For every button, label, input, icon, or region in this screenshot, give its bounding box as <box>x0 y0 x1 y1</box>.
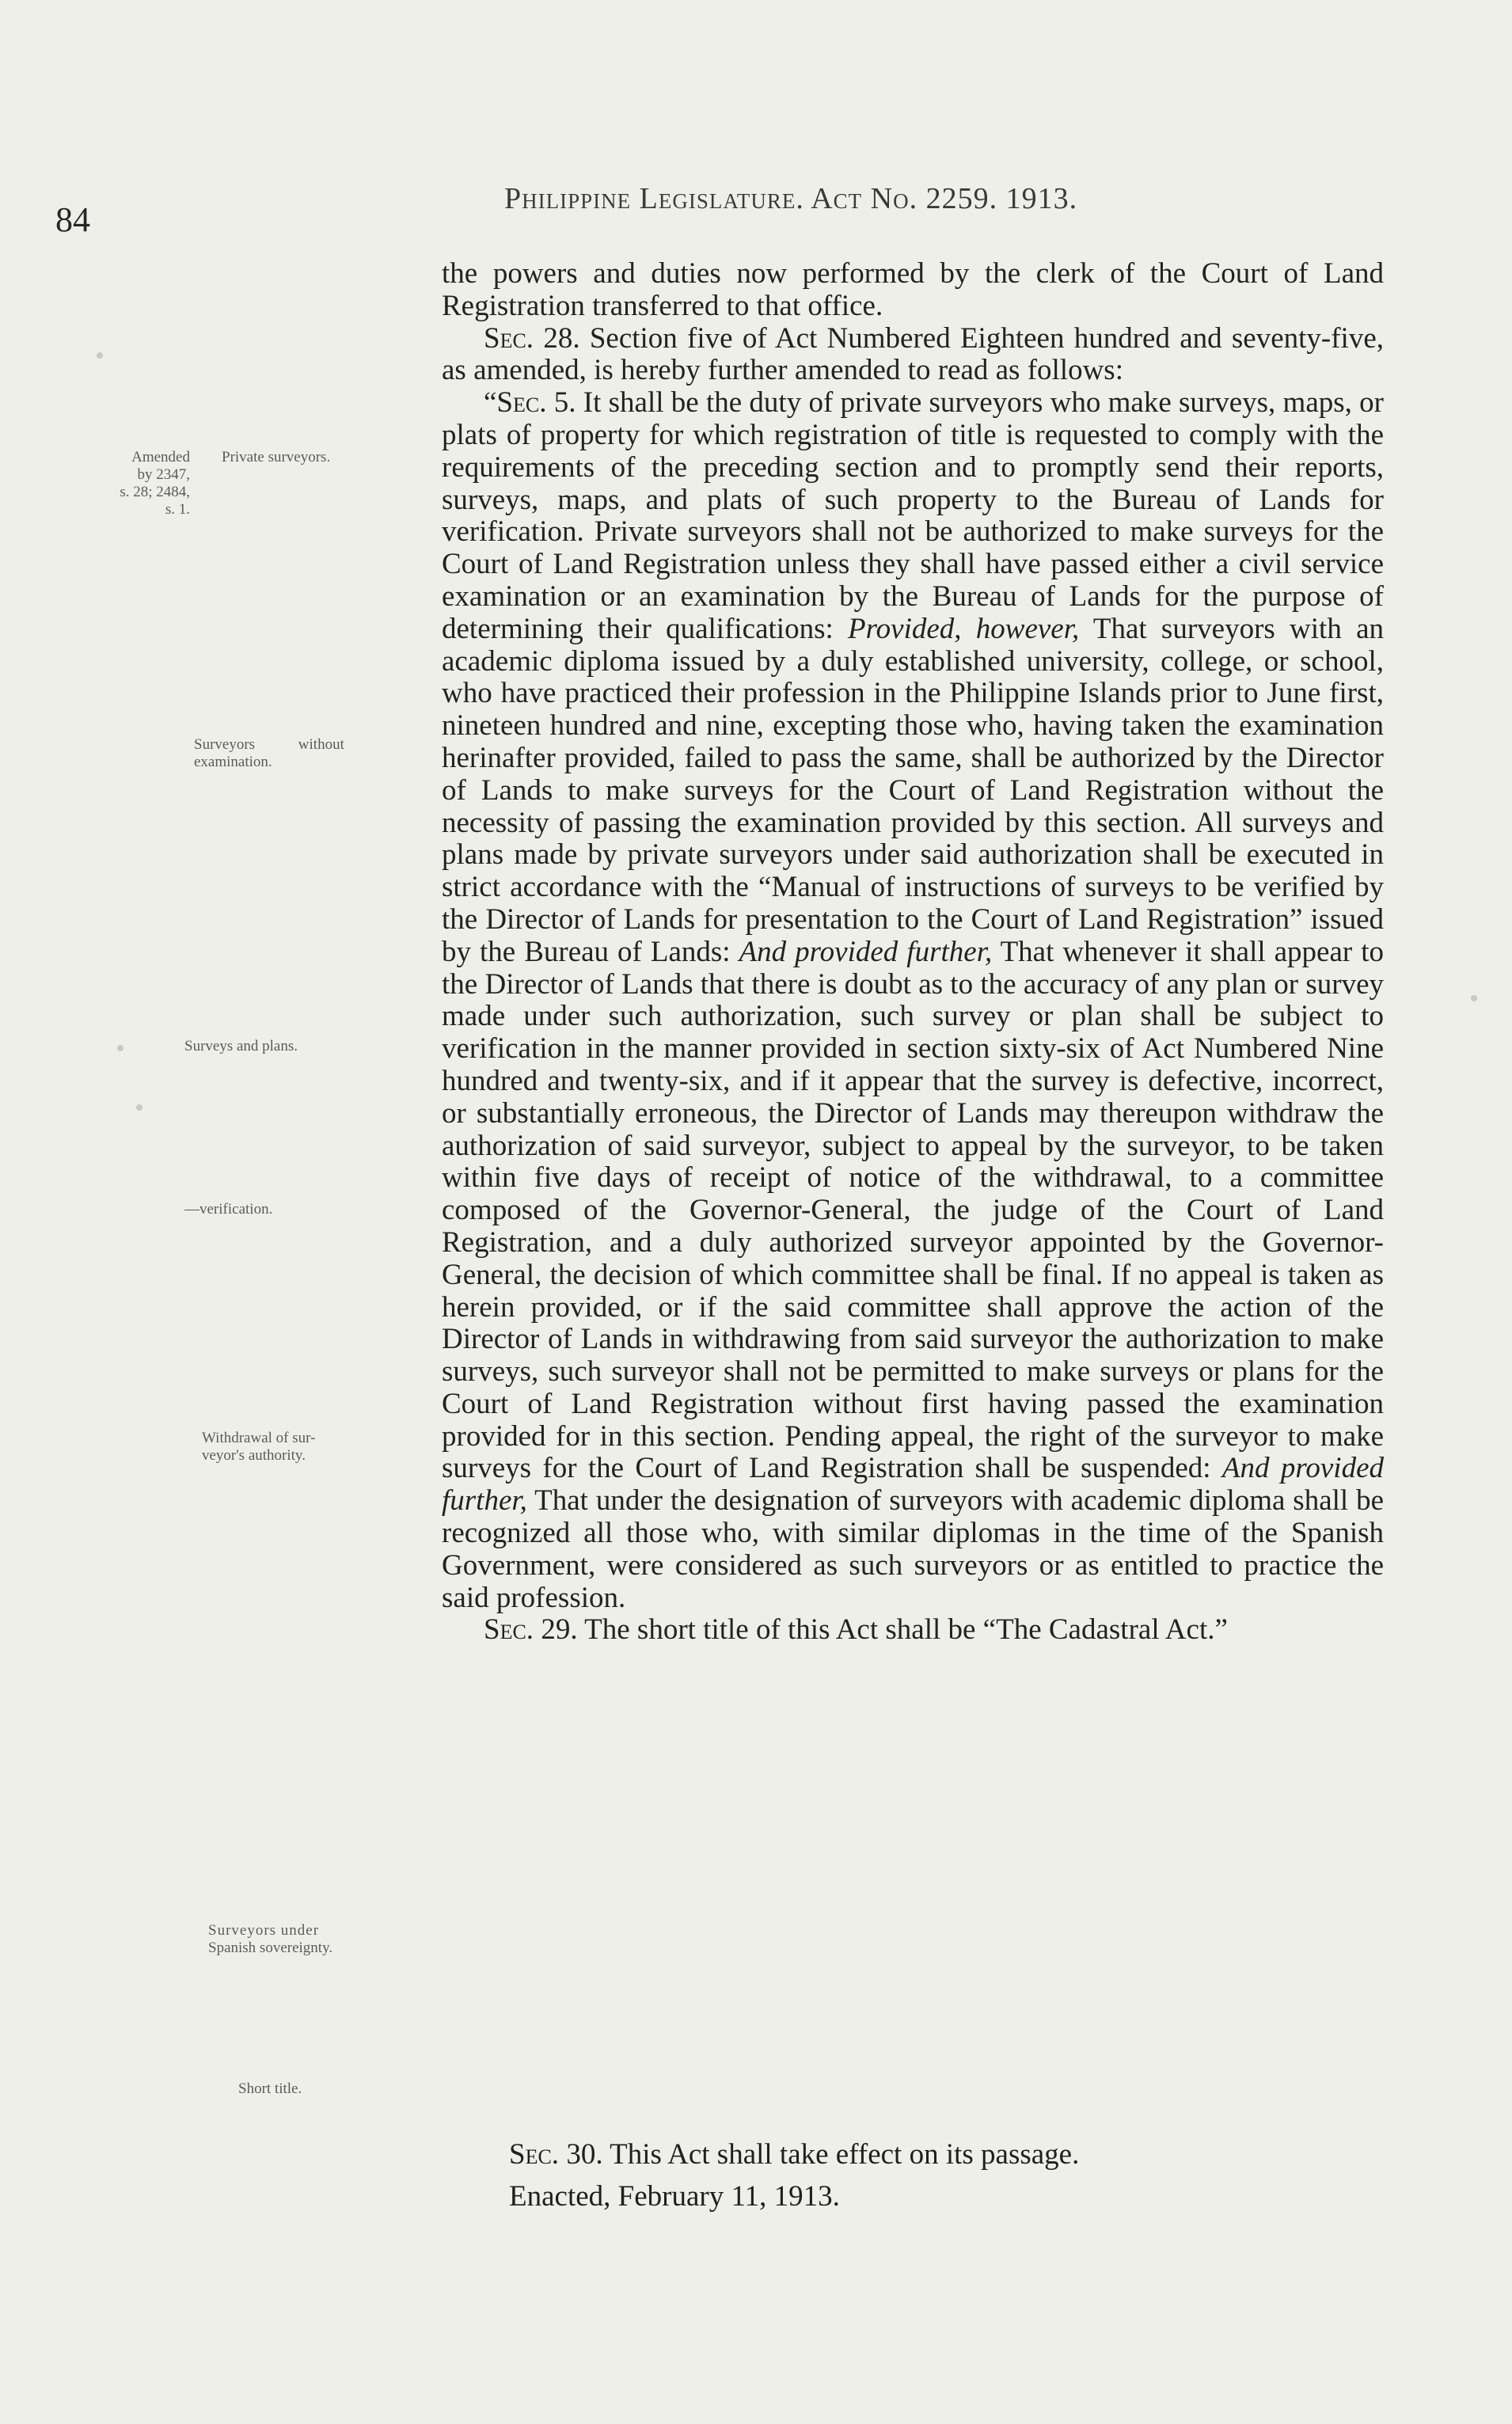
enacted-date: Enacted, February 11, 1913. <box>509 2180 840 2213</box>
margin-note-line: Amended <box>131 449 190 465</box>
margin-note-line: by 2347, <box>137 466 190 483</box>
scan-speck <box>117 1045 123 1051</box>
margin-note-line: Spanish sovereignty. <box>208 1940 333 1956</box>
section-label: Sec. <box>484 1613 534 1647</box>
scan-speck <box>136 1104 142 1111</box>
italic-proviso: Provided, however, <box>848 612 1080 645</box>
margin-note-verification: —verification. <box>184 1201 273 1218</box>
paragraph-text: 28. Section five of Act Numbered Eighteen hundred and seventy-five, as amended, is hereby further amended to read as follows: <box>442 321 1384 387</box>
section-28 <box>442 323 1384 388</box>
margin-note-withdrawal <box>202 1430 315 1465</box>
margin-note-amended <box>47 449 190 519</box>
margin-note-spanish-sovereignty <box>208 1922 332 1957</box>
section-29 <box>442 1614 1384 1647</box>
paragraph-text: That under the designation of surveyors with academic diploma shall be recognized all those who, with similar diplomas in the time of the Spanish Government, were considered as such surveyors or as entitled to practice the said profession. <box>442 1484 1384 1614</box>
section-label: Sec. <box>509 2138 560 2171</box>
paragraph-text: 30. This Act shall take effect on its passage. <box>559 2138 1080 2171</box>
paragraph-text: the powers and duties now performed by the clerk of the Court of Land Registration transferred to that office. <box>442 257 1384 322</box>
margin-note-line: s. 28; 2484, <box>120 484 190 500</box>
paragraph-text: That whenever it shall appear to the Director of Lands that there is doubt as to the accuracy of any plan or survey made under such authorization, such survey or plan shall be subject to verification in the manner provided in section sixty-six of Act Numbered Nine hundred and twenty-six, and if it appear that the survey is defective, incorrect, or substantially erroneous, the Director of Lands may thereupon withdraw the authorization of said surveyor, subject to appeal by the surveyor, to be taken within five days of receipt of notice of the withdrawal, to a committee composed of the Governor-General, the judge of the Court of Land Registration, and a duly authorized surveyor appointed by the Governor-General, the decision of which committee shall be final. If no appeal is taken as herein provided, or if the said committee shall approve the action of the Director of Lands in withdrawing from said surveyor the authorization to make surveys, such surveyor shall not be permitted to make surveys or plans for the Court of Land Registration without first having passed the examination provided for in this section. Pending appeal, the right of the surveyor to make surveys for the Court of Land Registration shall be suspended: <box>442 935 1384 1485</box>
margin-note-short-title: Short title. <box>238 2080 302 2097</box>
paragraph <box>442 258 1384 323</box>
margin-note-private-surveyors: Private surveyors. <box>222 449 331 465</box>
scan-speck <box>97 352 103 359</box>
paragraph-text: That surveyors with an academic diploma issued by a duly established university, college, or school, who have practiced their profession in the Philippine Islands prior to June first, nineteen hundred and nine, excepting those who, having taken the examination herinafter provided, failed to pass the same, shall be authorized by the Director of Lands to make surveys for the Court of Land Registration without the necessity of passing the examination provided by this section. All surveys and plans made by private surveyors under said authorization shall be executed in strict accordance with the “Manual of instructions of surveys to be verified by the Director of Lands for presentation to the Court of Land Registration” issued by the Bureau of Lands: <box>442 612 1384 968</box>
section-5 <box>442 387 1384 1614</box>
paragraph-text: 29. The short title of this Act shall be “The Cadastral Act.” <box>534 1613 1228 1647</box>
margin-note-surveys-and-plans: Surveys and plans. <box>184 1038 298 1054</box>
margin-note-surveyors-without-examination <box>194 736 344 771</box>
margin-note-line: Surveyors under <box>208 1922 320 1939</box>
page-number: 84 <box>55 200 90 239</box>
paragraph-text: 5. It shall be the duty of private surveyors who make surveys, maps, or plats of property for which registration of title is requested to comply with the requirements of the preceding section and to promptly send their reports, surveys, maps, and plats of such property to the Bureau of Lands for verification. Private surveyors shall not be authorized to make surveys for the Court of Land Registration unless they shall have passed either a civil service examination or an examination by the Bureau of Lands for the purpose of determining their qualifications: <box>442 386 1384 645</box>
italic-proviso: And provided further, <box>739 935 993 968</box>
margin-note-line: examination. <box>194 754 272 770</box>
margin-note-line: s. 1. <box>165 501 190 518</box>
margin-note-line: veyor's authority. <box>202 1447 306 1464</box>
italic-proviso: And provided further, <box>442 1452 1384 1518</box>
running-head <box>504 184 1335 214</box>
running-head-text: Philippine Legislature. Act No. 2259. 1913. <box>504 182 1078 215</box>
scan-speck <box>1471 995 1477 1001</box>
section-label: “Sec. <box>484 386 547 420</box>
section-30 <box>509 2139 1079 2171</box>
section-label: Sec. <box>484 321 534 355</box>
body-text <box>442 258 1384 1647</box>
margin-note-line: Withdrawal of sur- <box>202 1430 316 1446</box>
margin-note-line: Surveyors without <box>194 736 344 753</box>
